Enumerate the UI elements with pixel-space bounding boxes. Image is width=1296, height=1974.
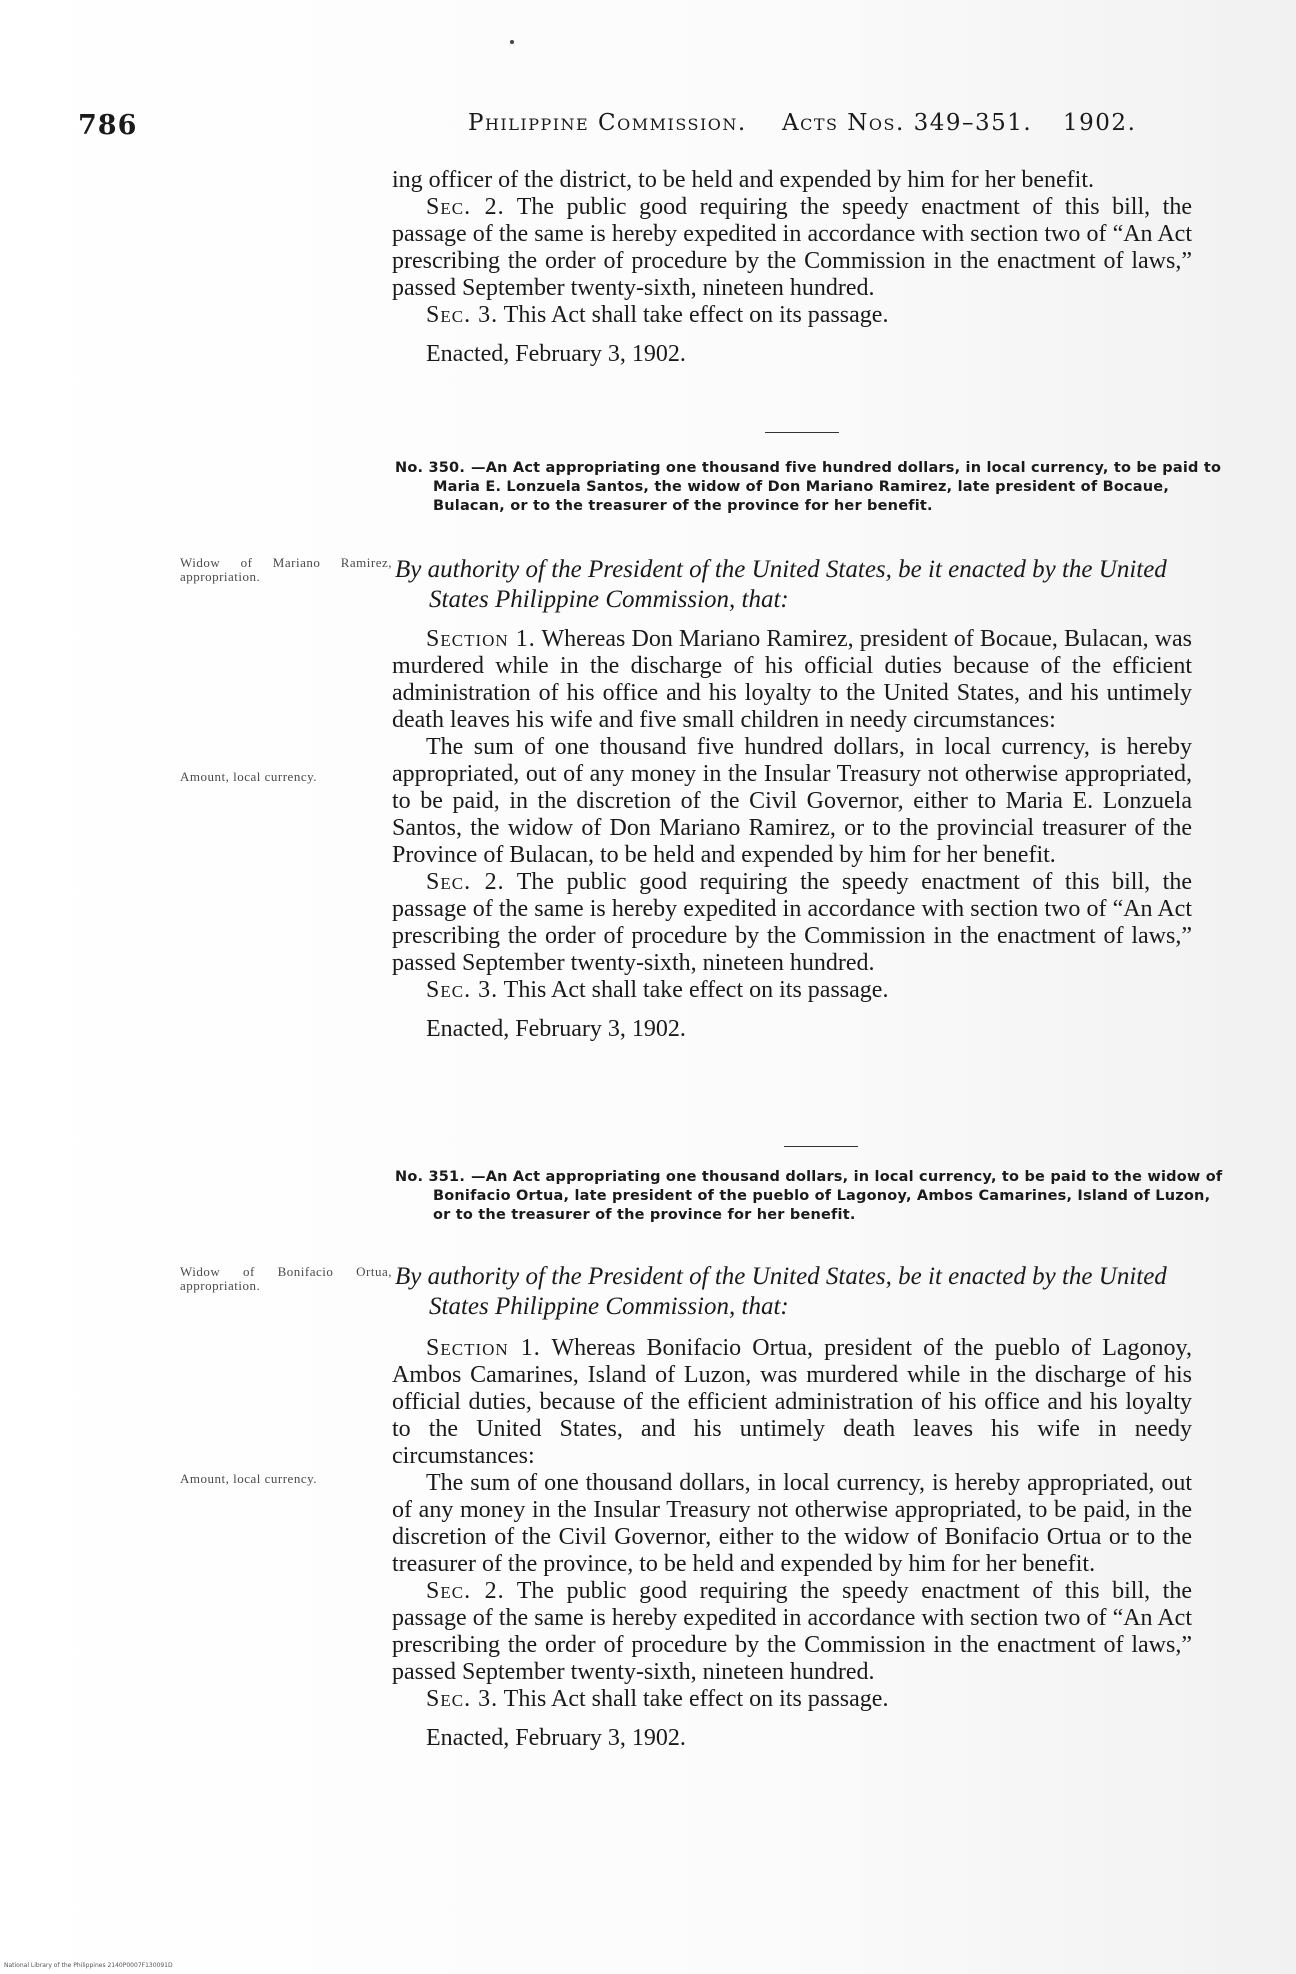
act-351-body (392, 1335, 1192, 1752)
section-divider (784, 1146, 858, 1147)
section-text: The public good requiring the speedy enactment of this bill, the passage of the same is hereby expedited in accordance with section two of “An Act prescribing the order of procedure by the Commission in the enactment of laws,” passed September twenty-sixth, nineteen hundred. (392, 869, 1192, 976)
section-text: This Act shall take effect on its passage. (503, 302, 889, 328)
act-350-side-note-widow: Widow of Mariano Ramirez, appropriation. (180, 555, 392, 584)
act-349-enacted-date: Enacted, February 3, 1902. (426, 341, 686, 367)
section-divider (765, 432, 839, 433)
act-350-section-1 (392, 626, 1192, 734)
section-label: Section 1. (426, 626, 536, 652)
act-350-title (395, 459, 1233, 516)
section-label: Sec. 3. (426, 977, 499, 1003)
act-349-section-2 (392, 194, 1192, 302)
act-351-title (395, 1168, 1233, 1225)
act-350-body (392, 626, 1192, 1043)
section-label: Sec. 3. (426, 1686, 499, 1712)
act-350-amount-paragraph: The sum of one thousand five hundred dollars, in local currency, is hereby appropriated, out of any money in the Insular Treasury not otherwise appropriated, to be paid, in the discretion of the Civil Governor, either to Maria E. Lonzuela Santos, the widow of Don Mariano Ramirez, or to the provincial treasurer of the Province of Bulacan, to be held and expended by him for her benefit. (392, 734, 1192, 868)
running-head-acts: Acts Nos. 349–351. (781, 110, 1033, 136)
page-number: 786 (78, 110, 138, 141)
act-351-section-2 (392, 1578, 1192, 1686)
running-head-year: 1902. (1063, 110, 1137, 136)
act-350-number: No. 350. (395, 460, 466, 476)
act-350-enacted-date: Enacted, February 3, 1902. (426, 1016, 686, 1042)
act-350-side-note-amount: Amount, local currency. (180, 769, 317, 784)
section-text: The public good requiring the speedy enactment of this bill, the passage of the same is hereby expedited in accordance with section two of “An Act prescribing the order of procedure by the Commission in the enactment of laws,” passed September twenty-sixth, nineteen hundred. (392, 1578, 1192, 1685)
act-350-enacting-clause: By authority of the President of the United States, be it enacted by the United States Philippine Commission, that: (395, 556, 1167, 613)
act-351-number: No. 351. (395, 1169, 466, 1185)
section-label: Sec. 3. (426, 302, 499, 328)
act-350-title-text: —An Act appropriating one thousand five hundred dollars, in local currency, to be paid to Maria E. Lonzuela Santos, the widow of Don Mariano Ramirez, late president of Bocaue, Bulacan, or to the treasurer of the province for her benefit. (433, 460, 1222, 514)
act-349-section-3 (392, 302, 1192, 329)
section-label: Section 1. (426, 1335, 541, 1361)
act-349-paragraph: ing officer of the district, to be held and expended by him for her benefit. (392, 167, 1094, 193)
act-351-side-note-widow: Widow of Bonifacio Ortua, appropriation. (180, 1264, 392, 1293)
section-text: This Act shall take effect on its passage. (503, 977, 889, 1003)
act-351-section-1 (392, 1335, 1192, 1470)
scan-speck (510, 40, 514, 44)
section-text: The public good requiring the speedy enactment of this bill, the passage of the same is hereby expedited in accordance with section two of “An Act prescribing the order of procedure by the Commission in the enactment of laws,” passed September twenty-sixth, nineteen hundred. (392, 194, 1192, 301)
act-350-section-2 (392, 869, 1192, 977)
act-351-side-note-amount: Amount, local currency. (180, 1471, 317, 1486)
act-351-enacted-date: Enacted, February 3, 1902. (426, 1725, 686, 1751)
section-text: Whereas Don Mariano Ramirez, president of Bocaue, Bulacan, was murdered while in the discharge of his official duties because of the efficient administration of his office and his loyalty to the United States, and his untimely death leaves his wife and five small children in needy circumstances: (392, 626, 1192, 733)
section-label: Sec. 2. (426, 869, 505, 895)
section-label: Sec. 2. (426, 1578, 505, 1604)
act-351-title-text: —An Act appropriating one thousand dollars, in local currency, to be paid to the widow of Bonifacio Ortua, late president of the pueblo of Lagonoy, Ambos Camarines, Island of Luzon, or to the treasurer of the province for her benefit. (433, 1169, 1223, 1223)
running-head-title: Philippine Commission. (468, 110, 747, 136)
scan-credit: National Library of the Philippines 2140P0007F130091D (4, 1962, 173, 1969)
act-351-section-3 (392, 1686, 1192, 1713)
section-text: Whereas Bonifacio Ortua, president of the pueblo of Lagonoy, Ambos Camarines, Island of Luzon, was murdered while in the discharge of his official duties, because of the efficient administration of his office and his loyalty to the United States, and his untimely death leaves his wife in needy circumstances: (392, 1335, 1192, 1469)
act-351-amount-paragraph: The sum of one thousand dollars, in local currency, is hereby appropriated, out of any money in the Insular Treasury not otherwise appropriated, to be paid, in the discretion of the Civil Governor, either to the widow of Bonifacio Ortua or to the treasurer of the province, to be held and expended by him for her benefit. (392, 1470, 1192, 1577)
act-350-section-3 (392, 977, 1192, 1004)
act-351-enacting-clause: By authority of the President of the United States, be it enacted by the United States Philippine Commission, that: (395, 1263, 1167, 1320)
section-label: Sec. 2. (426, 194, 505, 220)
section-text: This Act shall take effect on its passage. (503, 1686, 889, 1712)
act-349-continuation (392, 167, 1192, 368)
running-head (468, 110, 1137, 136)
